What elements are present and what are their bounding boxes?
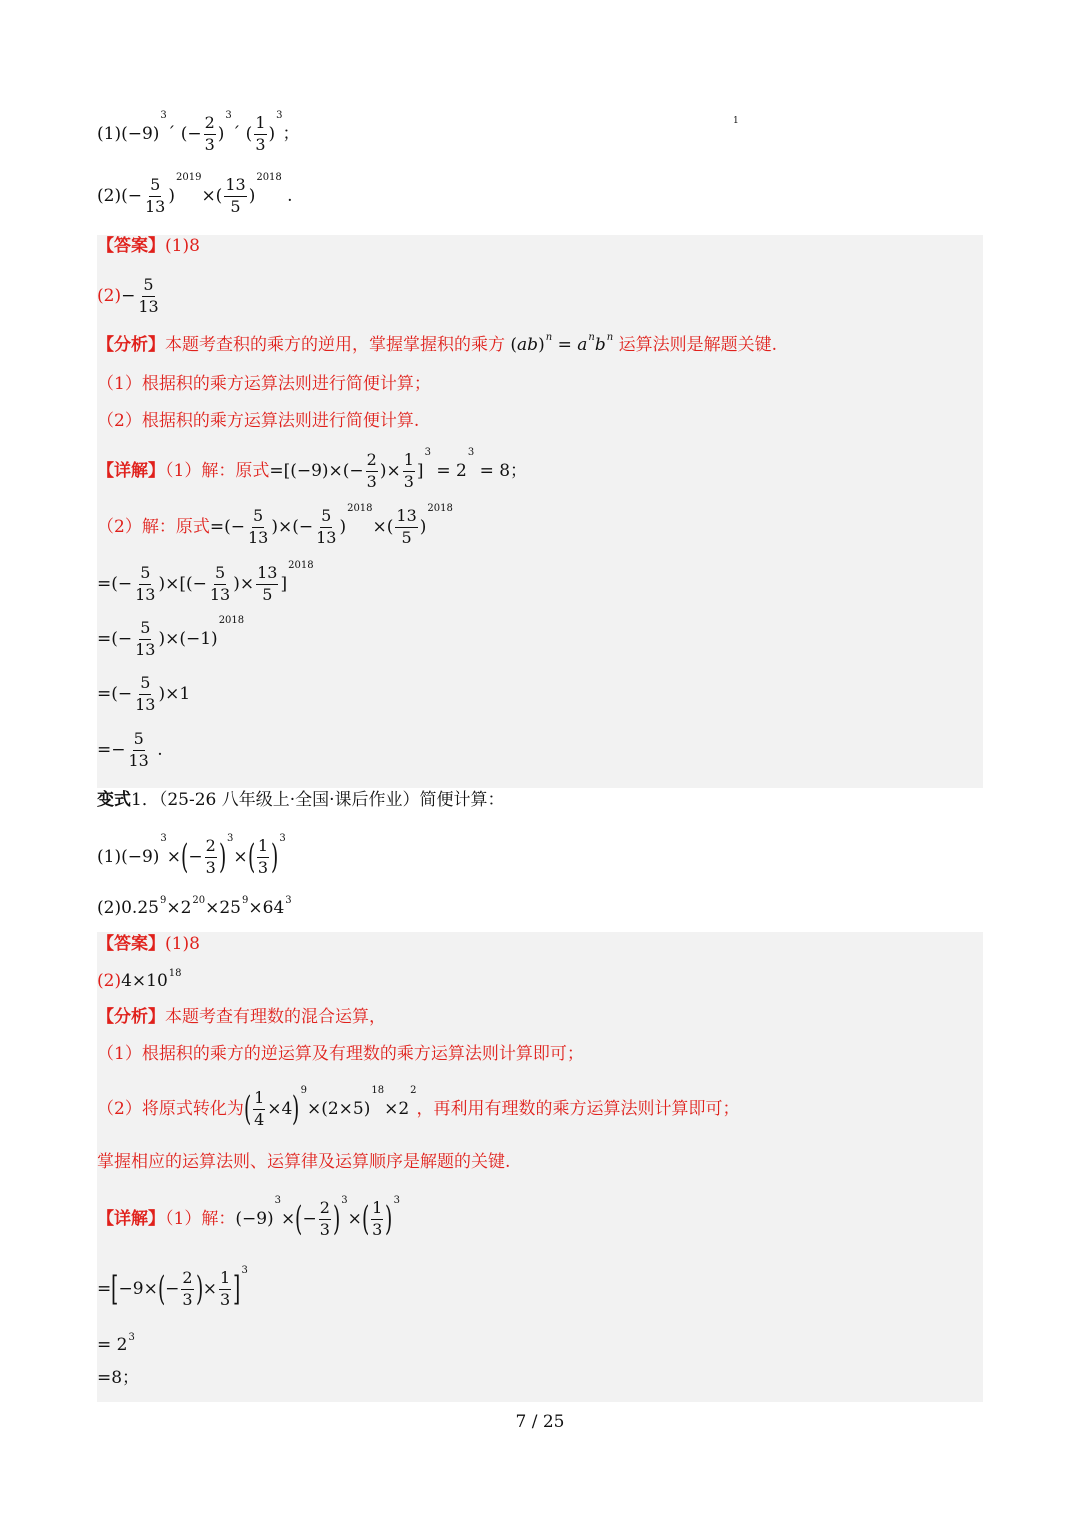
answer1-line1: 【答案】(1)8 bbox=[97, 236, 200, 256]
detail1-step3: =(− $\frac{5}{13}$ )×1 bbox=[97, 673, 191, 714]
variant-part1: $(1)(-9)^3\times(-$ $\frac{2}{3}$ )$^3$×( $\frac{1}{3}$ )$^3$ bbox=[97, 833, 286, 878]
answer2-line1: 【答案】(1)8 bbox=[97, 934, 200, 954]
question-part1: $(1)(-9)^3´$ (− $\frac{2}{3}$ )$^3$´ ( $\frac{1}{3}$ )$^3$； bbox=[97, 110, 300, 154]
variant-part2: $(2)0.25^9\times 2^{20}\times 25^9\times 64^3$ bbox=[97, 895, 292, 918]
detail1-step1: =(− $\frac{5}{13}$ )×[(− $\frac{5}{13}$ )× $\frac{13}{5}$ ]$^{2018}$ bbox=[97, 560, 314, 604]
analysis2-line1: （1）根据积的乘方的逆运算及有理数的乘方运算法则计算即可； bbox=[97, 1044, 584, 1064]
detail2-step3: =8； bbox=[97, 1368, 140, 1388]
analysis1-line2: （2）根据积的乘方运算法则进行简便计算. bbox=[97, 411, 420, 431]
page-number: 7 / 25 bbox=[515, 1412, 565, 1432]
stray-mark: 1 bbox=[733, 116, 739, 126]
variant-heading: 变式1．（25-26 八年级上·全国·课后作业）简便计算： bbox=[97, 790, 505, 810]
detail1-step4: =− $\frac{5}{13}$ . bbox=[97, 729, 163, 770]
analysis1-line1: （1）根据积的乘方运算法则进行简便计算； bbox=[97, 374, 431, 394]
detail2-step2: = $2^3$ bbox=[97, 1332, 135, 1355]
analysis2-line2: （2）将原式转化为( $\frac{1}{4}$ $\times 4)^9\times(2\times 5)^{18}\times 2^2$，再利用有理数的乘方运算法则计算即可； bbox=[97, 1085, 740, 1130]
question-part2: (2)(− $\frac{5}{13}$ )$^{2019}$×( $\frac{13}{5}$ )$^{2018}$ . bbox=[97, 172, 293, 216]
detail1-part1: 【详解】（1）解：原式=[(−9)×(− $\frac{2}{3}$ )× $\frac{1}{3}$ ]$^3 = 2^3 = 8$； bbox=[97, 447, 528, 491]
analysis2-line0: 【分析】本题考查有理数的混合运算， bbox=[97, 1007, 386, 1027]
detail2-step1: =[−9×(− $\frac{2}{3}$ )× $\frac{1}{3}$ ]$^3$ bbox=[97, 1265, 248, 1310]
detail1-part2: （2）解：原式=(− $\frac{5}{13}$ )×(− $\frac{5}{13}$ )$^{2018}$×( $\frac{13}{5}$ )$^{2018}$ bbox=[97, 503, 453, 547]
detail1-step2: =(− $\frac{5}{13}$ )$\times(-1)^{2018}$ bbox=[97, 615, 245, 659]
analysis2-line3: 掌握相应的运算法则、运算律及运算顺序是解题的关键. bbox=[97, 1152, 511, 1172]
answer2-line2: $(2)4\times 10^{18}$ bbox=[97, 968, 182, 991]
analysis1-line0: 【分析】本题考查积的乘方的逆用，掌握掌握积的乘方 $(ab)^n = a^nb^n$ 运算法则是解题关键. bbox=[97, 332, 777, 355]
detail2-intro: 【详解】（1）解：$(-9)^3\times(-$ $\frac{2}{3}$ )$^3$×( $\frac{1}{3}$ )$^3$ bbox=[97, 1195, 400, 1240]
answer1-line2: (2)− $\frac{5}{13}$ bbox=[97, 275, 159, 316]
answer-tag: 【答案】 bbox=[97, 236, 165, 256]
